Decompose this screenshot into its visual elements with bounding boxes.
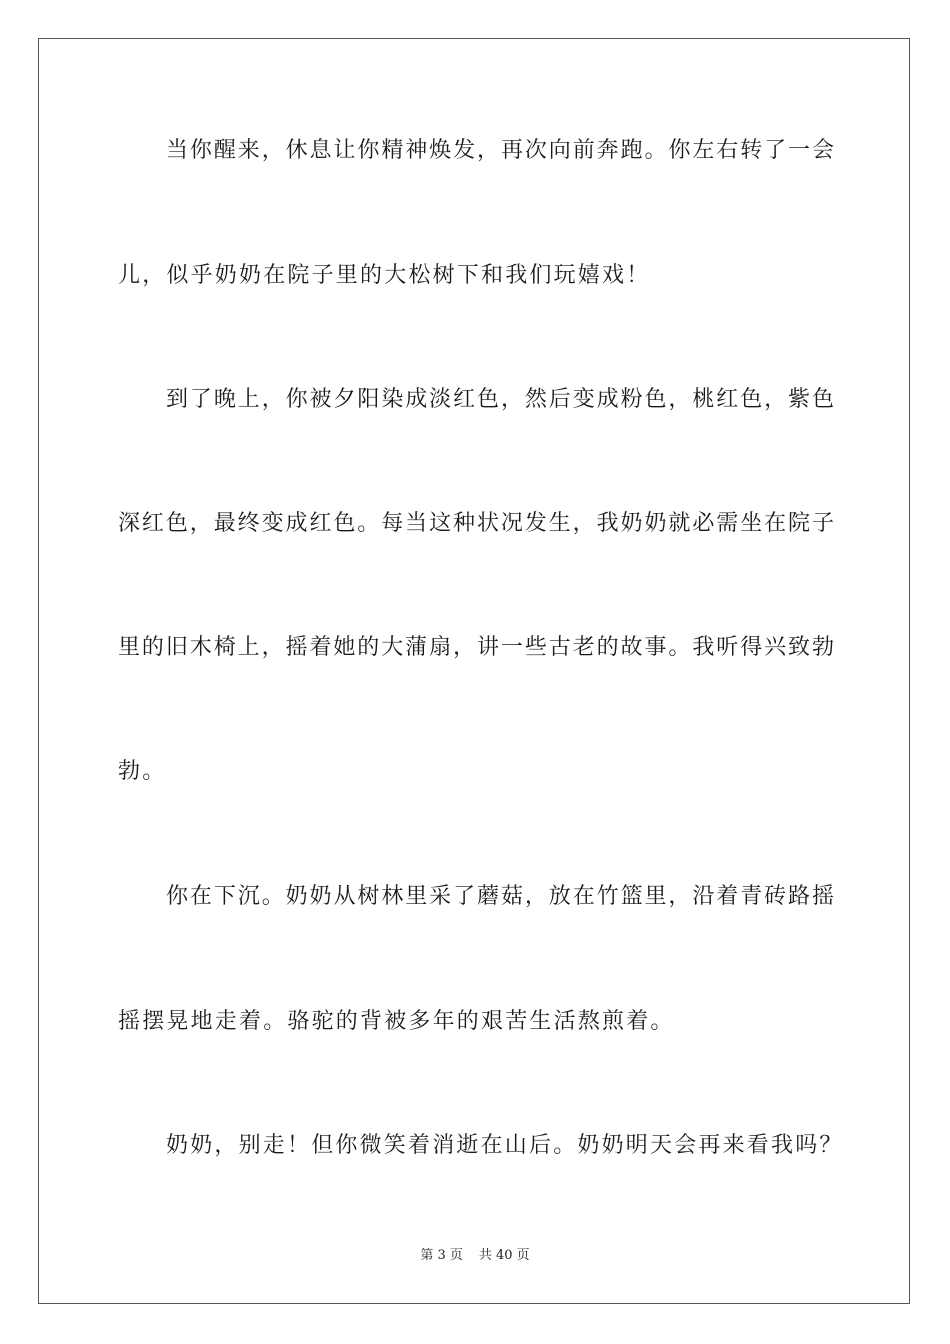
page-number: 第 3 页 (420, 1248, 463, 1263)
paragraph-2-line-1: 到了晚上，你被夕阳染成淡红色，然后变成粉色，桃红色，紫色 (166, 387, 834, 412)
page-footer (0, 1247, 950, 1265)
paragraph-2-line-2: 深红色，最终变成红色。每当这种状况发生，我奶奶就必需坐在院子 (118, 511, 834, 536)
paragraph-2-line-4: 勃。 (118, 759, 167, 784)
paragraph-4-line-1: 奶奶，别走！但你微笑着消逝在山后。奶奶明天会再来看我吗？ (166, 1133, 844, 1158)
page-border (38, 38, 910, 1304)
paragraph-3-line-2: 摇摆晃地走着。骆驼的背被多年的艰苦生活熬煎着。 (118, 1009, 675, 1034)
paragraph-3-line-1: 你在下沉。奶奶从树林里采了蘑菇，放在竹篮里，沿着青砖路摇 (166, 884, 834, 909)
paragraph-1-line-2: 儿，似乎奶奶在院子里的大松树下和我们玩嬉戏！ (118, 263, 651, 288)
paragraph-2-line-3: 里的旧木椅上，摇着她的大蒲扇，讲一些古老的故事。我听得兴致勃 (118, 635, 834, 660)
page-total: 共 40 页 (478, 1248, 530, 1263)
paragraph-1-line-1: 当你醒来，休息让你精神焕发，再次向前奔跑。你左右转了一会 (166, 138, 834, 163)
